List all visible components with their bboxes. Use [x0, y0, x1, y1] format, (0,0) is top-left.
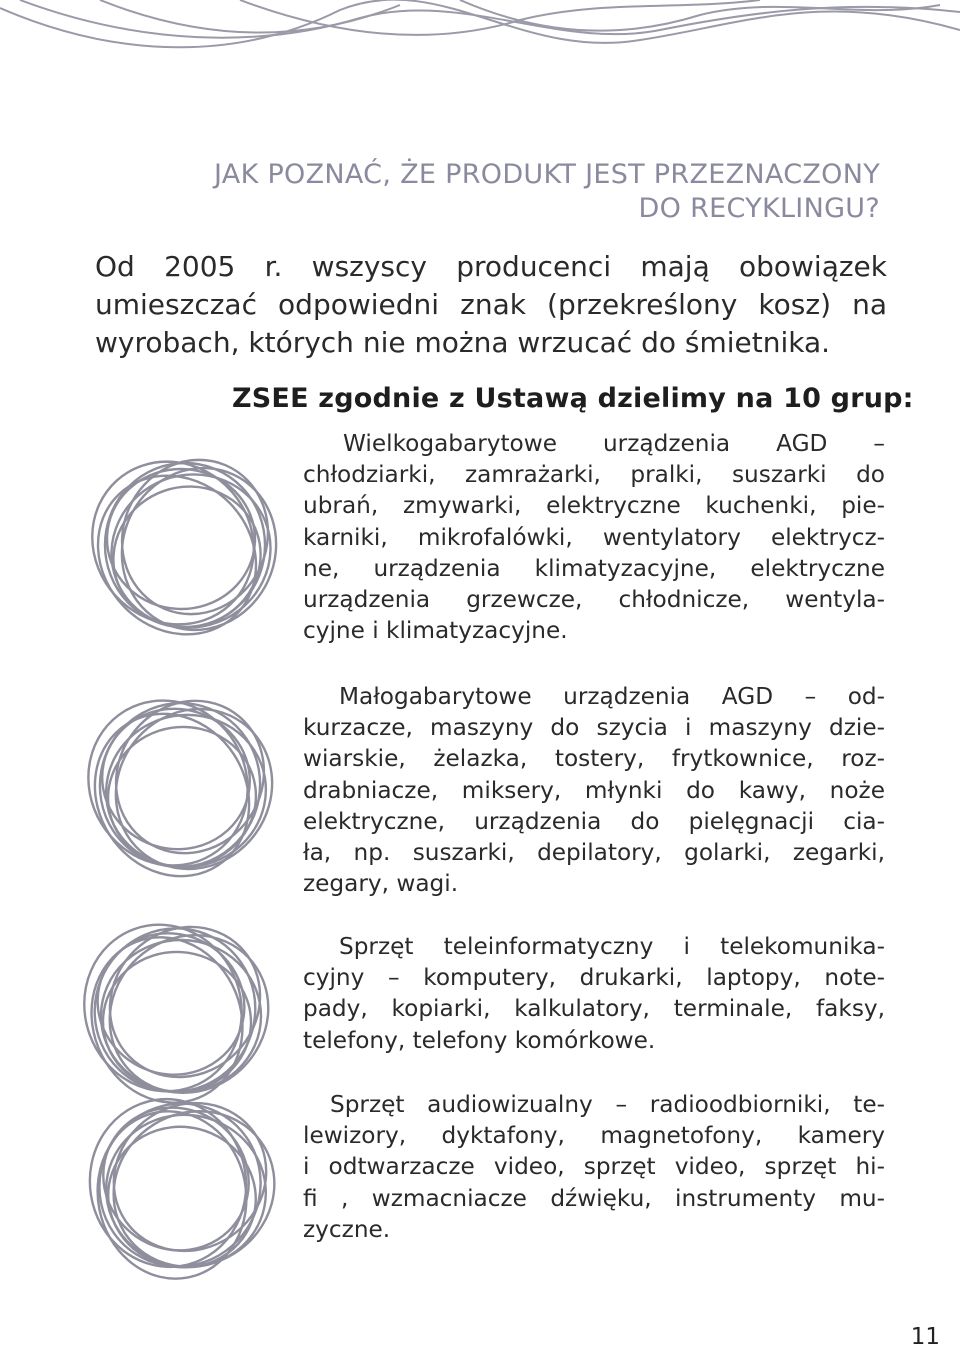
- paragraph-line: ubrań, zmywarki, elektryczne kuchenki, pie-: [303, 492, 885, 520]
- paragraph-line: telefony, telefony komórkowe.: [303, 1026, 656, 1054]
- paragraph-line: wiarskie, żelazka, tostery, frytkownice, roz-: [303, 745, 885, 773]
- decorative-circle: [94, 467, 280, 648]
- decorative-circle: [99, 948, 254, 1096]
- decorative-circle: [89, 451, 293, 650]
- decorative-circle: [99, 717, 265, 876]
- paragraph-line: drabniacze, miksery, młynki do kawy, noże: [303, 776, 885, 804]
- decorative-circle: [84, 678, 303, 900]
- decorative-circle: [61, 902, 265, 1113]
- decorative-circle: [94, 702, 278, 879]
- groups-title: ZSEE zgodnie z Ustawą dzielimy na 10 grup:: [232, 383, 914, 414]
- decorative-wave-lines: [0, 0, 960, 80]
- decorative-circle: [95, 443, 302, 656]
- decorative-circle: [78, 1088, 258, 1278]
- decorative-circle: [105, 463, 265, 627]
- decorative-circle: [88, 694, 264, 864]
- decorative-circle: [84, 1081, 304, 1297]
- paragraph-line: karniki, mikrofalówki, wentylatory elektrycz-: [303, 523, 885, 551]
- decorative-circle: [58, 671, 278, 895]
- decorative-circle: [87, 672, 294, 882]
- intro-paragraph: Od 2005 r. wszyscy producenci mają obowiązek umieszczać odpowiedni znak (przekreślony kosz) na wyrobach, których nie można wrzucać do śmietnika.: [95, 250, 887, 359]
- decorative-circle: [86, 689, 274, 881]
- decorative-circle: [85, 1074, 295, 1281]
- paragraph-line: zyczne.: [303, 1215, 391, 1243]
- paragraph-line: urządzenia grzewcze, chłodnicze, wentyla-: [303, 586, 885, 614]
- decorative-circle: [93, 1111, 270, 1283]
- decorative-circle: [100, 939, 263, 1094]
- paragraph-line: Wielkogabarytowe urządzenia AGD –: [343, 430, 885, 457]
- decorative-circle: [75, 1079, 277, 1279]
- paragraph-line: cyjny – komputery, drukarki, laptopy, note-: [303, 964, 885, 992]
- paragraph-line: fi , wzmacniacze dźwięku, instrumenty mu-: [303, 1184, 885, 1212]
- paragraph-line: Małogabarytowe urządzenia AGD – od-: [339, 683, 885, 710]
- paragraph-line: elektryczne, urządzenia do pielęgnacji cia-: [303, 807, 885, 835]
- paragraph-line: lewizory, dyktafony, magnetofony, kamery: [303, 1122, 885, 1150]
- decorative-circle: [75, 910, 267, 1098]
- paragraph-line: chłodziarki, zamrażarki, pralki, suszarki do: [303, 461, 885, 489]
- paragraph-line: i odtwarzacze video, sprzęt video, sprzęt hi-: [303, 1153, 885, 1181]
- group-paragraph-it-telecom: [303, 931, 885, 1056]
- group-paragraph-small-appliances: [303, 681, 885, 899]
- page-number: 11: [910, 1324, 940, 1350]
- paragraph-line: zegary, wagi.: [303, 870, 459, 898]
- heading-line-1: JAK POZNAĆ, ŻE PRODUKT JEST PRZEZNACZONY: [214, 159, 880, 190]
- section-heading: [100, 158, 880, 226]
- paragraph-line: Sprzęt teleinformatyczny i telekomunika-: [339, 933, 885, 960]
- decorative-circle: [64, 684, 280, 906]
- decorative-circle: [79, 896, 291, 1108]
- paragraph-line: ne, urządzenia klimatyzacyjne, elektryczne: [303, 554, 885, 582]
- decorative-circle: [67, 914, 267, 1125]
- decorative-circle: [92, 1100, 280, 1282]
- decorative-circle: [77, 902, 301, 1125]
- decorative-circle: [83, 1098, 260, 1291]
- decorative-circle: [59, 428, 287, 657]
- paragraph-line: cyjne i klimatyzacyjne.: [303, 617, 568, 645]
- group-paragraph-large-appliances: [303, 428, 885, 646]
- paragraph-line: kurzacze, maszyny do szycia i maszyny dzie-: [303, 714, 885, 742]
- decorative-circle: [70, 904, 280, 1116]
- paragraph-line: Sprzęt audiowizualny – radioodbiorniki, te-: [330, 1091, 885, 1118]
- decorative-circle: [105, 466, 258, 611]
- decorative-circle: [98, 437, 292, 637]
- group-paragraph-audiovisual: [303, 1089, 885, 1245]
- decorative-circle: [68, 1073, 292, 1298]
- decorative-circle: [65, 443, 288, 667]
- heading-line-2: DO RECYKLINGU?: [638, 193, 880, 224]
- paragraph-line: pady, kopiarki, kalkulatory, terminale, faksy,: [303, 995, 885, 1023]
- paragraph-line: ła, np. suszarki, depilatory, golarki, zegarki,: [303, 839, 885, 867]
